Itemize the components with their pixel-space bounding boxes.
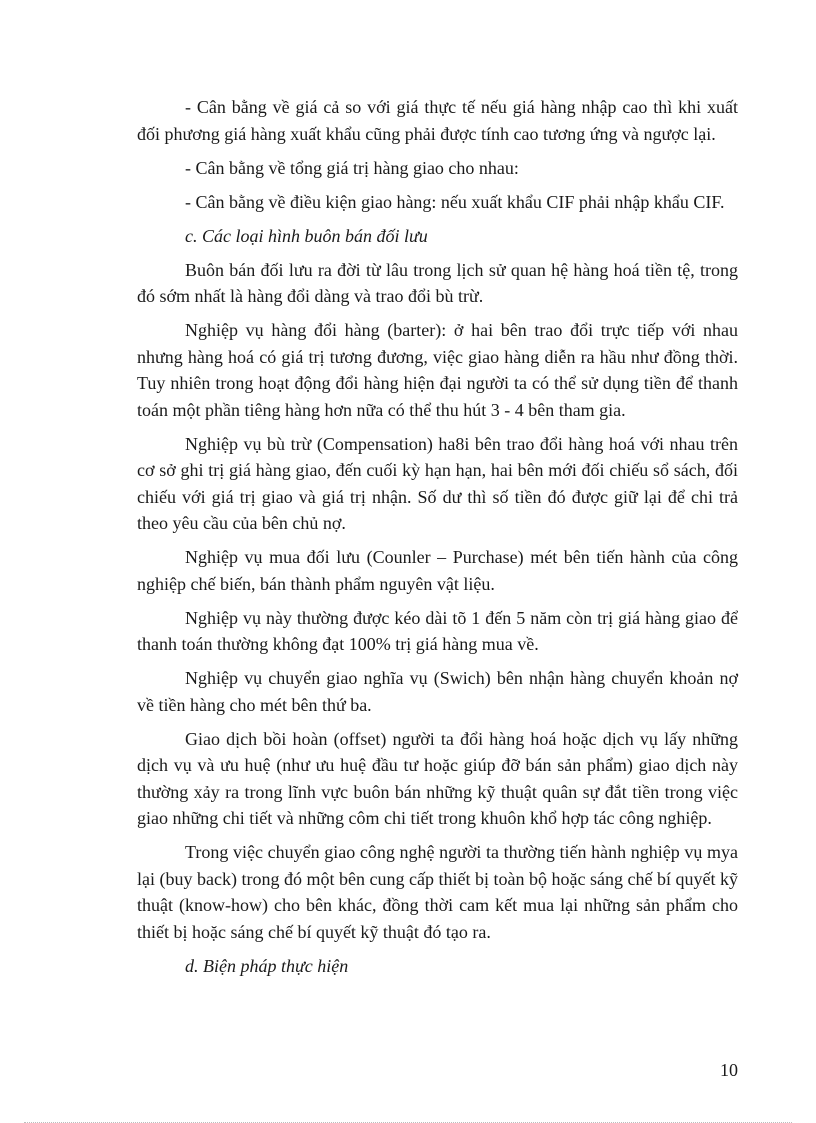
paragraph-total-value-balance: - Cân bằng về tổng giá trị hàng giao cho nhau: — [185, 157, 519, 178]
section-heading-d: d. Biện pháp thực hiện — [185, 955, 349, 976]
page-number: 10 — [720, 1060, 738, 1080]
paragraph-countertrade-history: Buôn bán đối lưu ra đời từ lâu trong lịch sử quan hệ hàng hoá tiền tệ, trong đó sớm nhất là hàng đổi dàng và trao đổi bù trừ. — [137, 259, 738, 306]
section-heading-c: c. Các loại hình buôn bán đối lưu — [185, 225, 428, 246]
paragraph-price-balance: - Cân bằng về giá cả so với giá thực tế nếu giá hàng nhập cao thì khi xuất đối phương giá hàng xuất khẩu cũng phải được tính cao tương ứng và ngược lại. — [137, 97, 738, 144]
page-content — [137, 94, 738, 987]
paragraph-buy-back: Trong việc chuyển giao công nghệ người ta thường tiến hành nghiệp vụ mya lại (buy back) trong đó một bên cung cấp thiết bị toàn bộ hoặc sáng chế bí quyết kỹ thuật (know-how) cho bên khác, đồng thời cam kết mua lại những sản phẩm cho thiết bị hoặc sáng chế bí quyết kỹ thuật đó tạo ra. — [137, 842, 738, 942]
paragraph-offset: Giao dịch bồi hoàn (offset) người ta đổi hàng hoá hoặc dịch vụ lấy những dịch vụ và ưu huệ (như ưu huệ đầu tư hoặc giúp đỡ bán sản phẩm) giao dịch này thường xảy ra trong lĩnh vực buôn bán những kỹ thuật quân sự đắt tiền trong việc giao những chi tiết và những côm chi tiết trong khuôn khổ hợp tác công nghiệp. — [137, 728, 738, 828]
paragraph-counter-purchase: Nghiệp vụ mua đối lưu (Counler – Purchase) mét bên tiến hành của công nghiệp chế biến, bán thành phẩm nguyên vật liệu. — [137, 547, 738, 594]
paragraph-duration: Nghiệp vụ này thường được kéo dài tõ 1 đến 5 năm còn trị giá hàng giao để thanh toán thường không đạt 100% trị giá hàng mua về. — [137, 607, 738, 654]
paragraph-switch: Nghiệp vụ chuyển giao nghĩa vụ (Swich) bên nhận hàng chuyển khoản nợ về tiền hàng cho mét bên thứ ba. — [137, 668, 738, 715]
paragraph-compensation: Nghiệp vụ bù trừ (Compensation) ha8i bên trao đổi hàng hoá với nhau trên cơ sở ghi trị giá hàng giao, đến cuối kỳ hạn hạn, hai bên mới đối chiếu sổ sách, đối chiếu với giá trị giao và giá trị nhận. Số dư thì số tiền đó được giữ lại để chi trả theo yêu cầu của bên chủ nợ. — [137, 433, 738, 533]
paragraph-barter: Nghiệp vụ hàng đổi hàng (barter): ở hai bên trao đổi trực tiếp với nhau nhưng hàng hoá có giá trị tương đương, việc giao hàng diễn ra hầu như đồng thời. Tuy nhiên trong hoạt động đổi hàng hiện đại người ta có thể sử dụng tiền để thanh toán một phần tiêng hàng hơn nữa có thể thu hút 3 - 4 bên tham gia. — [137, 320, 738, 420]
paragraph-delivery-balance: - Cân bằng về điều kiện giao hàng: nếu xuất khẩu CIF phải nhập khẩu CIF. — [185, 191, 725, 212]
